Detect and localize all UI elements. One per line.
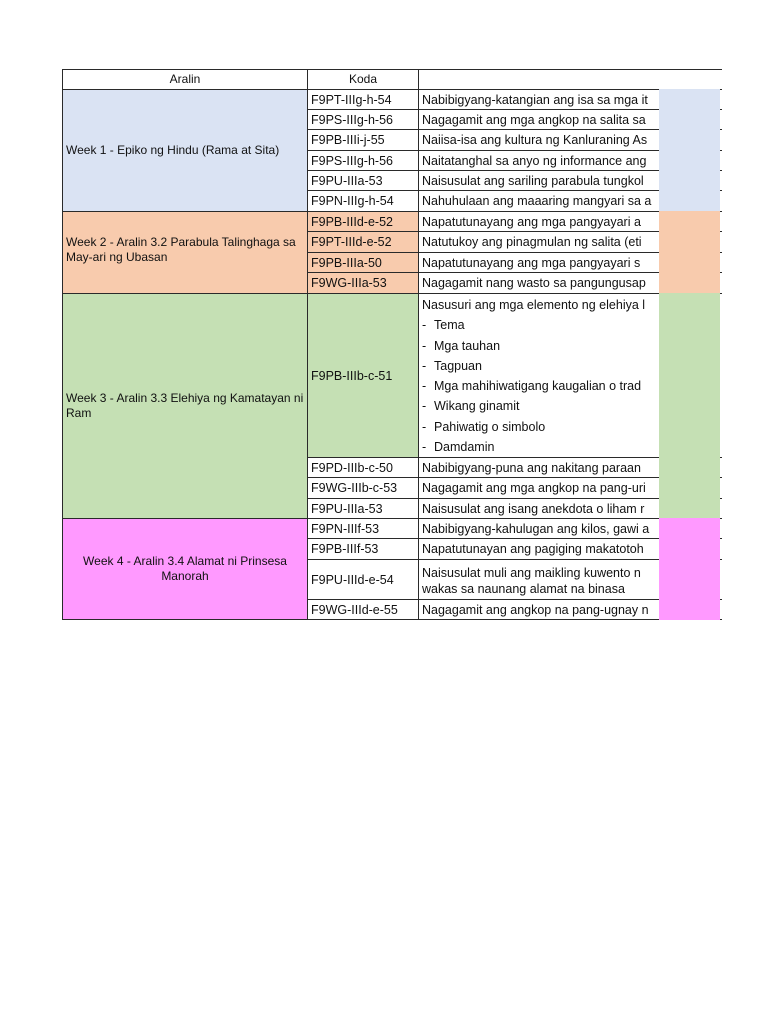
table-row-koda: F9WG-IIIa-53 xyxy=(307,272,419,294)
table-row-koda: F9PB-IIId-e-52 xyxy=(307,211,419,232)
table-row-koda: F9PU-IIIa-53 xyxy=(307,170,419,191)
week-1-band xyxy=(659,89,720,212)
table-row-text: Nabibigyang-puna ang nakitang paraan xyxy=(418,457,722,478)
table-row-koda: F9PD-IIIb-c-50 xyxy=(307,457,419,478)
list-item: - Pahiwatig o simbolo xyxy=(422,419,546,434)
header-description xyxy=(418,69,722,90)
week-2-band xyxy=(659,211,720,294)
table-row-koda: F9PB-IIIf-53 xyxy=(307,538,419,560)
table-row-text: Naisusulat ang sariling parabula tungkol xyxy=(418,170,722,191)
table-row-koda: F9WG-IIIb-c-53 xyxy=(307,477,419,499)
week-1-label: Week 1 - Epiko ng Hindu (Rama at Sita) xyxy=(62,89,308,212)
list-item: - Tema xyxy=(422,318,465,333)
table-row-text: Naisusulat muli ang maikling kuwento n wakas sa naunang alamat na binasa xyxy=(418,559,722,600)
table-row-text: Napatutunayan ang pagiging makatotoh xyxy=(418,538,722,560)
table-row-koda: F9PS-IIIg-h-56 xyxy=(307,109,419,130)
week-4-label: Week 4 - Aralin 3.4 Alamat ni Prinsesa Manorah xyxy=(62,518,308,620)
week-3-band xyxy=(659,293,720,519)
table-row-koda: F9PU-IIIa-53 xyxy=(307,498,419,519)
table-row-text: Nagagamit ang angkop na pang-ugnay n xyxy=(418,599,722,620)
table-row-text: Napatutunayang ang mga pangyayari s xyxy=(418,252,722,273)
table-row-koda: F9PN-IIIf-53 xyxy=(307,518,419,539)
week-3-label: Week 3 - Aralin 3.3 Elehiya ng Kamatayan ni Ram xyxy=(62,293,308,519)
list-item: - Damdamin xyxy=(422,440,495,455)
elehiya-intro: Nasusuri ang mga elemento ng elehiya l xyxy=(422,298,646,312)
table-row-koda: F9PT-IIId-e-52 xyxy=(307,231,419,253)
table-row-koda: F9PT-IIIg-h-54 xyxy=(307,89,419,110)
table-row-koda: F9PN-IIIg-h-54 xyxy=(307,190,419,212)
table-row-text: Natutukoy ang pinagmulan ng salita (eti xyxy=(418,231,722,253)
table-row-text: Naitatanghal sa anyo ng informance ang xyxy=(418,150,722,171)
table-row-text: Napatutunayang ang mga pangyayari a xyxy=(418,211,722,232)
list-item: - Tagpuan xyxy=(422,358,482,373)
table-row-koda: F9WG-IIId-e-55 xyxy=(307,599,419,620)
table-row-koda: F9PB-IIIb-c-51 xyxy=(307,293,419,458)
table-row-text: Naiisa-isa ang kultura ng Kanluraning As xyxy=(418,129,722,151)
table-row-text: Nagagamit nang wasto sa pangungusap xyxy=(418,272,722,294)
list-item: - Mga tauhan xyxy=(422,338,501,353)
table-row-text: Nabibigyang-katangian ang isa sa mga it xyxy=(418,89,722,110)
table-row-text: Nagagamit ang mga angkop na pang-uri xyxy=(418,477,722,499)
table-row-text: Naisusulat ang isang anekdota o liham r xyxy=(418,498,722,519)
week-2-label: Week 2 - Aralin 3.2 Parabula Talinghaga sa May-ari ng Ubasan xyxy=(62,211,308,294)
table-row-text: Nabibigyang-kahulugan ang kilos, gawi a xyxy=(418,518,722,539)
table-row-text: Nahuhulaan ang maaaring mangyari sa a xyxy=(418,190,722,212)
table-row-koda: F9PS-IIIg-h-56 xyxy=(307,150,419,171)
table-row-koda: F9PU-IIId-e-54 xyxy=(307,559,419,600)
list-item: - Wikang ginamit xyxy=(422,399,520,414)
list-item: - Mga mahihiwatigang kaugalian o trad xyxy=(422,379,642,394)
table-row-koda: F9PB-IIIa-50 xyxy=(307,252,419,273)
week-4-band xyxy=(659,518,720,620)
header-aralin: Aralin xyxy=(62,69,308,90)
table-row-koda: F9PB-IIIi-j-55 xyxy=(307,129,419,151)
table-row-text: Nagagamit ang mga angkop na salita sa xyxy=(418,109,722,130)
header-koda: Koda xyxy=(307,69,419,90)
